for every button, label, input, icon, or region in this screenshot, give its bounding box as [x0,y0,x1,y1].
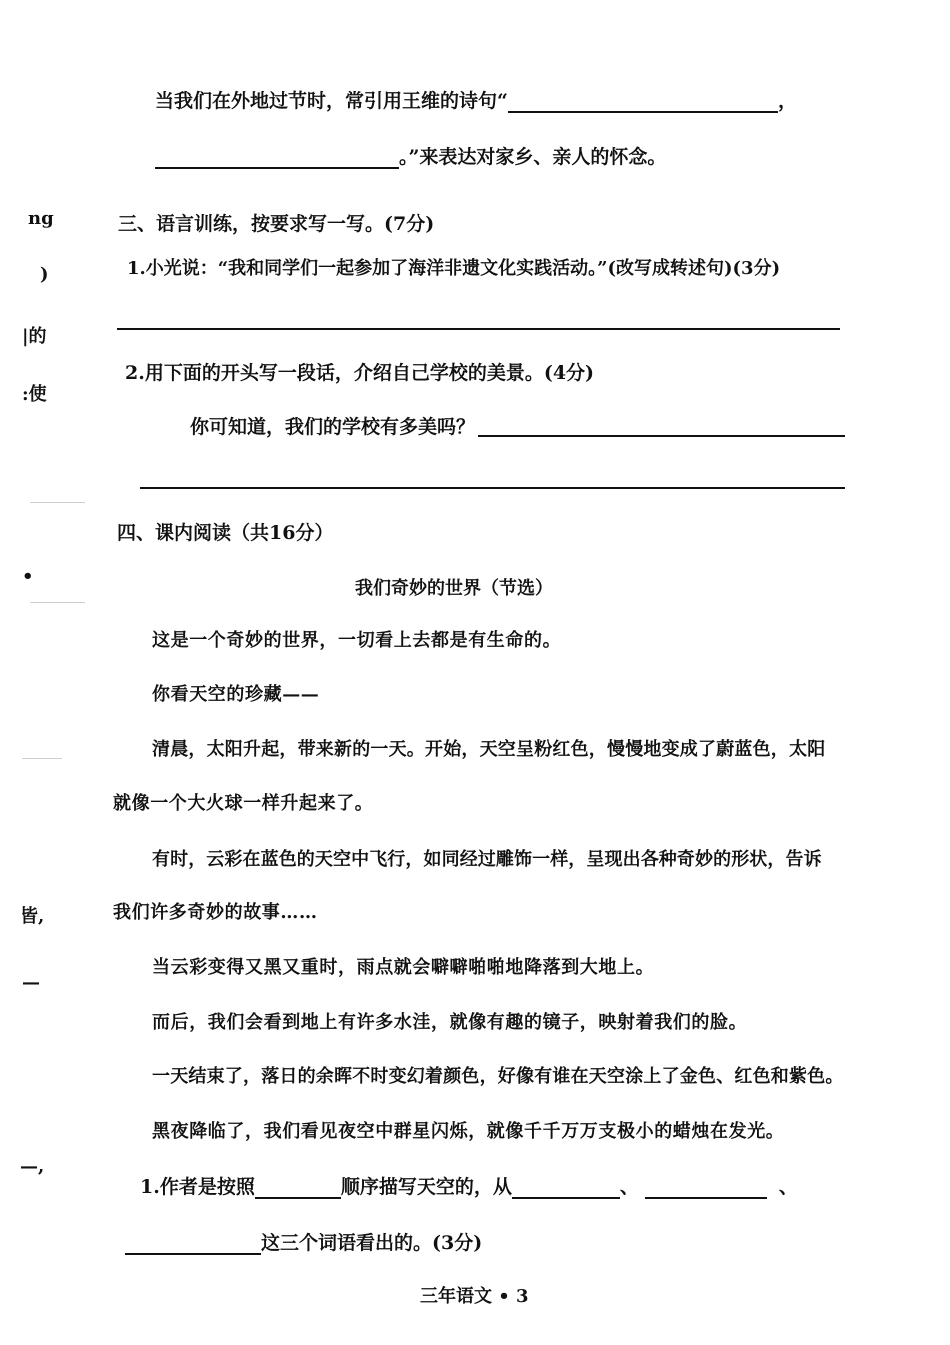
word-answer-blank-1[interactable] [512,1177,620,1199]
answer-line-q2-1[interactable] [478,435,845,437]
passage-paragraph: 黑夜降临了，我们看见夜空中群星闪烁，就像千千万万支极小的蜡烛在发光。 [152,1121,785,1142]
margin-fragment: —, [20,1156,45,1177]
passage-paragraph: 我们许多奇妙的故事…… [113,902,318,923]
passage-paragraph: 就像一个大火球一样升起来了。 [113,793,374,814]
poem-comma: ， [777,90,797,112]
answer-line-q1[interactable] [117,328,840,330]
page-footer: 三年语文 • 3 [420,1286,529,1307]
poem-question-tail: 。”来表达对家乡、亲人的怀念。 [399,146,667,168]
passage-paragraph: 而后，我们会看到地上有许多水洼，就像有趣的镜子，映射着我们的脸。 [152,1012,748,1033]
passage-paragraph: 你看天空的珍藏—— [152,684,320,705]
poem-question-line1 [155,86,797,113]
margin-fragment: — [22,972,40,993]
poem-answer-blank-1[interactable] [508,91,778,113]
poem-question-text: 当我们在外地过节时，常引用王维的诗句“ [155,90,508,112]
reading-q1-sep1: 、 [619,1176,639,1198]
margin-fragment: ) [40,264,49,285]
poem-answer-blank-2[interactable] [155,147,399,169]
section-3-question-1: 1.小光说：“我和同学们一起参加了海洋非遗文化实践活动。”(改写成转述句)(3分) [127,258,781,279]
section-3-q2-opening: 你可知道，我们的学校有多美吗？ [190,416,476,438]
reading-question-1-cont [125,1228,482,1255]
reading-question-1 [140,1172,798,1199]
word-answer-blank-3[interactable] [125,1233,261,1255]
passage-paragraph: 当云彩变得又黑又重时，雨点就会噼噼啪啪地降落到大地上。 [152,957,655,978]
reading-q1-sep2: 、 [778,1176,798,1198]
passage-paragraph: 这是一个奇妙的世界，一切看上去都是有生命的。 [152,630,562,651]
margin-mark [30,602,85,603]
margin-fragment: 皆, [20,906,45,927]
section-3-title: 三、语言训练，按要求写一写。(7分) [118,213,435,235]
word-answer-blank-2[interactable] [645,1177,767,1199]
passage-paragraph: 清晨，太阳升起，带来新的一天。开始，天空呈粉红色，慢慢地变成了蔚蓝色，太阳 [152,739,826,760]
poem-question-line2 [155,142,666,169]
margin-mark [30,502,85,503]
section-4-title: 四、课内阅读（共16分） [117,522,334,544]
reading-q1-part2: 顺序描写天空的，从 [340,1176,512,1198]
reading-q1-part1: 1.作者是按照 [140,1176,255,1198]
margin-fragment: ng [28,208,54,229]
order-answer-blank[interactable] [255,1177,341,1199]
answer-line-q2-2[interactable] [140,487,845,489]
margin-fragment: • [22,566,34,587]
margin-mark [22,758,62,759]
passage-title: 我们奇妙的世界（节选） [355,578,553,599]
passage-paragraph: 一天结束了，落日的余晖不时变幻着颜色，好像有谁在天空涂上了金色、红色和紫色。 [152,1066,844,1087]
section-3-question-2: 2.用下面的开头写一段话，介绍自己学校的美景。(4分) [125,362,595,384]
margin-fragment: |的 [22,326,47,347]
margin-fragment: :使 [22,384,47,405]
reading-q1-part3: 这三个词语看出的。(3分) [261,1232,483,1254]
passage-paragraph: 有时，云彩在蓝色的天空中飞行，如同经过雕饰一样，呈现出各种奇妙的形状，告诉 [152,849,822,870]
